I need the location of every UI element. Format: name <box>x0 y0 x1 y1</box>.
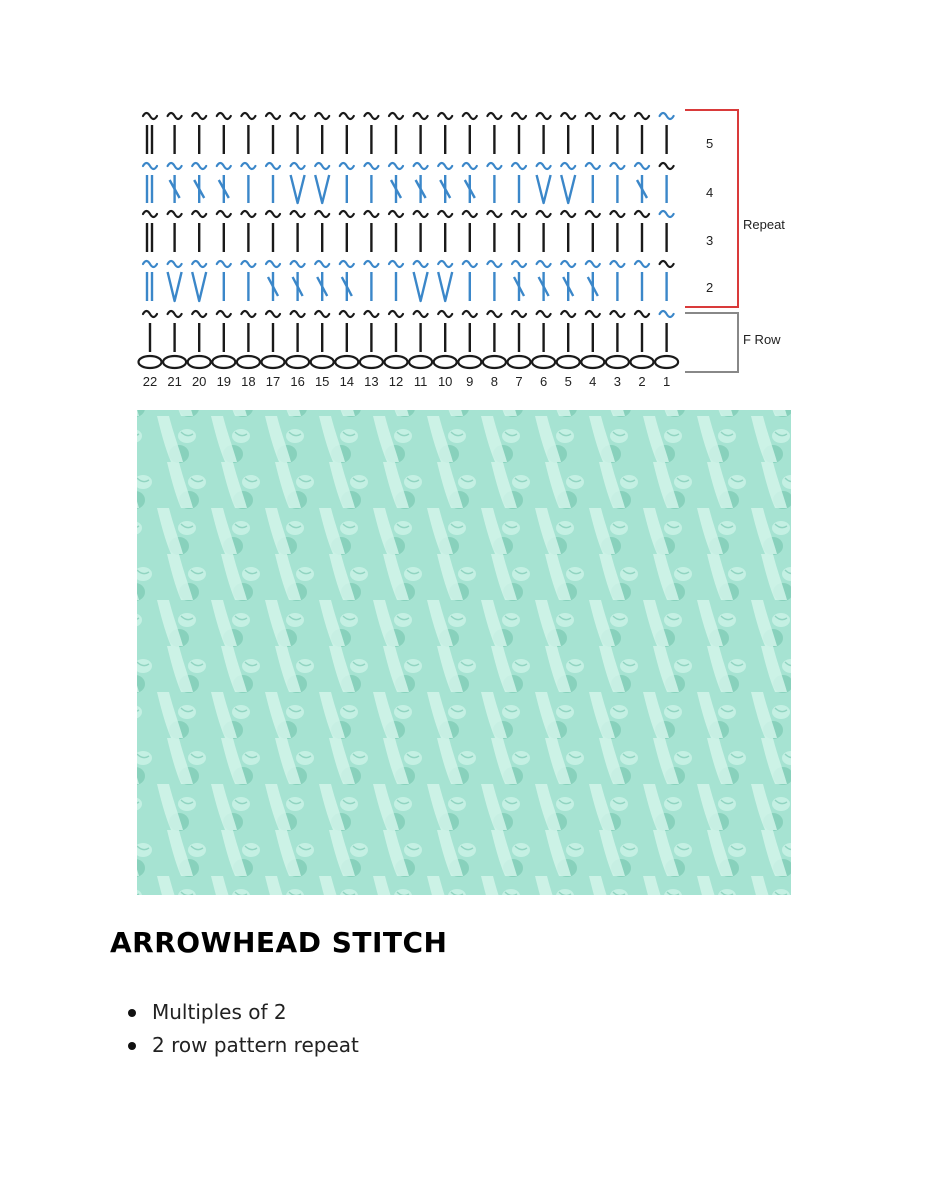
column-number: 5 <box>564 374 572 389</box>
chain-oval-mark <box>360 356 383 368</box>
chain-tilde-mark <box>364 211 378 217</box>
chain-tilde-mark <box>414 211 428 217</box>
chain-tilde-mark <box>512 211 526 217</box>
chart-row-row2 <box>143 261 674 301</box>
chain-tilde-mark <box>660 211 674 217</box>
chain-oval-mark <box>606 356 629 368</box>
chain-tilde-mark <box>168 113 182 119</box>
column-number: 19 <box>216 374 232 389</box>
chain-tilde-mark <box>266 211 280 217</box>
chain-tilde-mark <box>586 311 600 317</box>
chain-tilde-mark <box>537 163 551 169</box>
column-number: 22 <box>142 374 158 389</box>
foundation-row-label: F Row <box>743 332 781 347</box>
chain-oval-mark <box>335 356 358 368</box>
chain-oval-mark <box>188 356 211 368</box>
chain-tilde-mark <box>217 211 231 217</box>
note-item <box>128 1029 359 1062</box>
stitch-v-mark <box>537 175 551 203</box>
chain-tilde-mark <box>463 261 477 267</box>
chain-tilde-mark <box>168 311 182 317</box>
stitch-swatch-photo <box>137 410 791 895</box>
chain-tilde-mark <box>487 163 501 169</box>
chain-tilde-mark <box>586 211 600 217</box>
stitch-v-mark <box>192 272 206 301</box>
chain-tilde-mark <box>512 311 526 317</box>
chain-tilde-mark <box>291 211 305 217</box>
chain-tilde-mark <box>438 261 452 267</box>
row-label-3: 3 <box>706 233 714 248</box>
chain-tilde-mark <box>537 311 551 317</box>
chain-tilde-mark <box>463 311 477 317</box>
chain-tilde-mark <box>389 261 403 267</box>
chain-tilde-mark <box>463 163 477 169</box>
chain-oval-mark <box>409 356 432 368</box>
column-number: 6 <box>539 374 548 389</box>
note-text: 2 row pattern repeat <box>152 1033 359 1057</box>
chain-oval-mark <box>286 356 309 368</box>
chain-oval-mark <box>262 356 285 368</box>
chain-tilde-mark <box>414 163 428 169</box>
chain-tilde-mark <box>660 311 674 317</box>
column-number: 21 <box>167 374 182 389</box>
column-number: 13 <box>364 374 379 389</box>
row-label-5: 5 <box>706 136 714 151</box>
chain-oval-mark <box>434 356 457 368</box>
foundation-bracket <box>685 313 738 372</box>
chain-oval-mark <box>631 356 654 368</box>
chain-tilde-mark <box>586 261 600 267</box>
column-number: 3 <box>613 374 622 389</box>
chain-tilde-mark <box>487 261 501 267</box>
chain-tilde-mark <box>143 261 157 267</box>
chain-tilde-mark <box>241 113 255 119</box>
row-label-4: 4 <box>706 185 714 200</box>
chain-tilde-mark <box>217 113 231 119</box>
chain-tilde-mark <box>537 113 551 119</box>
chain-tilde-mark <box>192 163 206 169</box>
chain-oval-mark <box>655 356 678 368</box>
chain-tilde-mark <box>586 113 600 119</box>
stitch-v-mark <box>561 175 575 203</box>
chain-tilde-mark <box>266 311 280 317</box>
note-text: Multiples of 2 <box>152 1000 287 1024</box>
column-number: 18 <box>241 374 256 389</box>
chain-tilde-mark <box>610 163 624 169</box>
repeat-label: Repeat <box>743 217 785 232</box>
chain-oval-mark <box>139 356 162 368</box>
chain-tilde-mark <box>389 311 403 317</box>
chain-tilde-mark <box>192 261 206 267</box>
chain-oval-mark <box>385 356 408 368</box>
column-number: 7 <box>515 374 523 389</box>
chart-row-row4 <box>143 163 674 203</box>
pattern-notes <box>128 996 359 1062</box>
column-number: 2 <box>638 374 646 389</box>
chain-tilde-mark <box>364 113 378 119</box>
chain-tilde-mark <box>241 211 255 217</box>
chain-tilde-mark <box>512 113 526 119</box>
chain-tilde-mark <box>389 113 403 119</box>
chart-row-row3 <box>143 211 674 252</box>
bullet-icon <box>128 1009 136 1017</box>
column-number: 8 <box>490 374 499 389</box>
note-item <box>128 996 359 1029</box>
chain-tilde-mark <box>561 113 575 119</box>
chain-tilde-mark <box>315 261 329 267</box>
chain-tilde-mark <box>315 113 329 119</box>
chain-tilde-mark <box>340 163 354 169</box>
chain-tilde-mark <box>241 163 255 169</box>
chain-oval-mark <box>508 356 531 368</box>
chain-tilde-mark <box>340 311 354 317</box>
chain-tilde-mark <box>537 261 551 267</box>
chain-tilde-mark <box>610 311 624 317</box>
chain-tilde-mark <box>315 311 329 317</box>
chain-tilde-mark <box>364 311 378 317</box>
chain-tilde-mark <box>512 261 526 267</box>
chain-tilde-mark <box>438 311 452 317</box>
chain-tilde-mark <box>610 211 624 217</box>
chain-tilde-mark <box>315 163 329 169</box>
chain-tilde-mark <box>340 211 354 217</box>
row-label-2: 2 <box>706 280 714 295</box>
column-number: 12 <box>388 374 404 389</box>
chain-oval-mark <box>163 356 186 368</box>
column-number: 14 <box>339 374 355 389</box>
chain-oval-mark <box>458 356 481 368</box>
chain-tilde-mark <box>340 261 354 267</box>
chain-tilde-mark <box>512 163 526 169</box>
chain-tilde-mark <box>463 113 477 119</box>
chain-tilde-mark <box>537 211 551 217</box>
column-number: 10 <box>437 374 453 389</box>
chain-tilde-mark <box>143 163 157 169</box>
chain-oval-mark <box>311 356 334 368</box>
chain-tilde-mark <box>192 211 206 217</box>
chain-tilde-mark <box>635 211 649 217</box>
chain-tilde-mark <box>364 163 378 169</box>
bullet-icon <box>128 1042 136 1050</box>
chain-tilde-mark <box>561 261 575 267</box>
chain-tilde-mark <box>635 311 649 317</box>
chain-oval-mark <box>532 356 555 368</box>
chain-tilde-mark <box>192 113 206 119</box>
stitch-v-mark <box>291 175 305 203</box>
chain-tilde-mark <box>266 261 280 267</box>
chain-tilde-mark <box>143 311 157 317</box>
chain-tilde-mark <box>291 311 305 317</box>
stitch-v-mark <box>168 272 182 301</box>
chain-tilde-mark <box>635 113 649 119</box>
chain-oval-mark <box>483 356 506 368</box>
chain-tilde-mark <box>291 261 305 267</box>
pattern-title: ARROWHEAD STITCH <box>110 926 448 959</box>
column-numbers <box>143 374 670 389</box>
column-number: 20 <box>191 374 207 389</box>
chain-tilde-mark <box>438 211 452 217</box>
chain-oval-mark <box>581 356 604 368</box>
column-number: 17 <box>265 374 281 389</box>
chart-row-row5 <box>143 113 674 154</box>
chain-tilde-mark <box>266 113 280 119</box>
chain-tilde-mark <box>217 311 231 317</box>
chain-tilde-mark <box>364 261 378 267</box>
chain-tilde-mark <box>660 113 674 119</box>
column-number: 11 <box>413 374 428 389</box>
column-number: 16 <box>290 374 305 389</box>
chain-tilde-mark <box>291 113 305 119</box>
chain-tilde-mark <box>463 211 477 217</box>
chain-tilde-mark <box>635 163 649 169</box>
chain-tilde-mark <box>143 211 157 217</box>
stitch-v-mark <box>414 272 428 301</box>
chain-tilde-mark <box>610 113 624 119</box>
column-number: 1 <box>662 374 671 389</box>
chain-tilde-mark <box>414 261 428 267</box>
chain-tilde-mark <box>192 311 206 317</box>
chain-oval-mark <box>212 356 235 368</box>
chain-tilde-mark <box>168 163 182 169</box>
chart-foundation-chain <box>139 356 679 368</box>
chain-tilde-mark <box>487 211 501 217</box>
chain-tilde-mark <box>143 113 157 119</box>
chain-tilde-mark <box>389 163 403 169</box>
chain-oval-mark <box>237 356 260 368</box>
chain-tilde-mark <box>414 113 428 119</box>
chain-tilde-mark <box>635 261 649 267</box>
chain-tilde-mark <box>241 311 255 317</box>
chain-tilde-mark <box>291 163 305 169</box>
chain-tilde-mark <box>340 113 354 119</box>
chain-tilde-mark <box>266 163 280 169</box>
column-number: 9 <box>466 374 474 389</box>
chart-stitch-grid <box>143 113 674 352</box>
chain-tilde-mark <box>168 211 182 217</box>
chain-tilde-mark <box>414 311 428 317</box>
chain-tilde-mark <box>241 261 255 267</box>
chain-tilde-mark <box>487 311 501 317</box>
chain-tilde-mark <box>561 211 575 217</box>
chain-tilde-mark <box>315 211 329 217</box>
chain-tilde-mark <box>389 211 403 217</box>
chain-tilde-mark <box>217 163 231 169</box>
chain-tilde-mark <box>561 311 575 317</box>
column-number: 15 <box>314 374 330 389</box>
chain-tilde-mark <box>217 261 231 267</box>
stitch-v-mark <box>315 175 329 203</box>
chain-oval-mark <box>557 356 580 368</box>
chain-tilde-mark <box>168 261 182 267</box>
chain-tilde-mark <box>438 113 452 119</box>
chain-tilde-mark <box>660 163 674 169</box>
chain-tilde-mark <box>561 163 575 169</box>
chain-tilde-mark <box>438 163 452 169</box>
chain-tilde-mark <box>660 261 674 267</box>
chain-tilde-mark <box>610 261 624 267</box>
column-number: 4 <box>589 374 597 389</box>
chain-tilde-mark <box>586 163 600 169</box>
chain-tilde-mark <box>487 113 501 119</box>
stitch-v-mark <box>438 272 452 301</box>
stitch-chart <box>130 100 820 400</box>
chart-row-frow <box>143 311 674 352</box>
